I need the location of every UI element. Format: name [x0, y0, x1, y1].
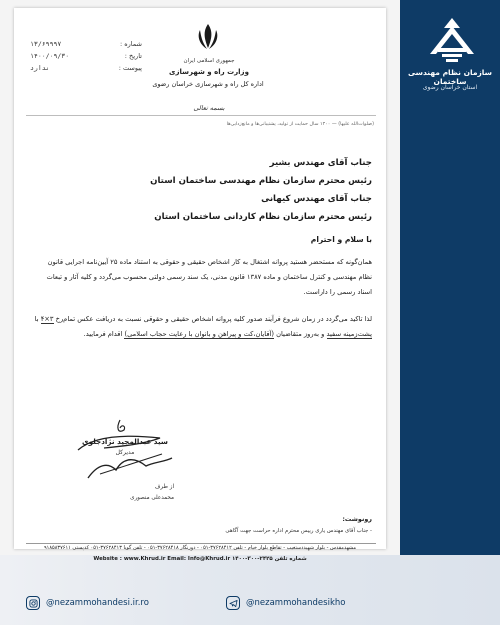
- paragraph-text: با: [34, 315, 41, 323]
- paragraph-text: لذا تاکید می‌گردد در زمان شروع فرآیند صدور کلیه پروانه اشخاص حقیقی و حقوقی نسبت به دریافت عکس تمام‌رخ: [53, 315, 372, 323]
- paragraph-text: اقدام فرمایید.: [83, 330, 125, 338]
- recipient-line: رئیس محترم سازمان نظام کاردانی ساختمان استان: [154, 212, 372, 222]
- paragraph-text: و به‌روز متقاضیان: [273, 330, 327, 338]
- greeting: با سلام و احترام: [310, 235, 372, 244]
- cc-recipient: - جناب آقای مهندس یاری رییس محترم اداره حراست جهت آگاهی: [225, 528, 372, 534]
- header-line-3: اداره کل راه و شهرسازی خراسان رضوی: [152, 80, 264, 88]
- underlined-text: (آقایان،کت و پیراهن و بانوان با رعایت حجاب اسلامی): [124, 330, 274, 338]
- meta-value: ۱۳/۶۹۹۹۷: [30, 40, 62, 48]
- organization-subtitle: استان خراسان رضوی: [422, 84, 478, 91]
- recipients: [34, 154, 372, 226]
- social-telegram[interactable]: [226, 594, 345, 612]
- underlined-text: پشت‌زمینه سفید: [326, 330, 372, 338]
- header-line-2: وزارت راه و شهرسازی: [169, 68, 249, 76]
- meta-date: [30, 50, 142, 62]
- recipient-line: جناب آقای مهندس کیهانی: [261, 194, 372, 204]
- year-slogan: (صلوات‌الله علیها) — ۱۴۰۰ سال حمایت از تولید، پشتیبانی‌ها و مانع‌زدایی‌ها: [226, 122, 374, 127]
- meta-value: ندارد: [30, 64, 50, 72]
- underlined-text: ۳×۴: [40, 315, 54, 323]
- cc-title: رونوشت:: [342, 515, 372, 523]
- meta-value: ۱۴۰۰/۰۹/۳۰: [30, 52, 70, 60]
- signatory-role: مدیرکل: [115, 449, 135, 456]
- recipient-line: رئیس محترم سازمان نظام مهندسی ساختمان استان: [150, 176, 372, 186]
- divider: [26, 115, 376, 116]
- on-behalf-label: از طرف: [154, 484, 174, 490]
- body-paragraph-1: همان‌گونه که مستحضر هستید پروانه اشتغال به کار اشخاص حقیقی و حقوقی به استناد ماده ۲۵ آیین‌نامه اجرایی قانون نظام مهندسی و کنترل ساختمان و ماده ۱۳۸۷ قانون مدنی، یک سند رسمی دولتی محسوب می‌گردد و کلیه آثار و تبعات اسناد رسمی را داراست.: [46, 258, 372, 296]
- instagram-handle[interactable]: @nezammohandesi.ir.ro: [46, 598, 149, 608]
- header-line-1: جمهوری اسلامی ایران: [183, 58, 235, 64]
- official-letter: [14, 8, 386, 549]
- on-behalf-name: محمدعلی منصوری: [130, 495, 174, 501]
- body-paragraph-2: [34, 312, 372, 342]
- basmala: بسمه تعالی: [193, 104, 225, 112]
- footer-divider: [26, 543, 376, 544]
- address-line: مشهد‌مقدس - بلوار شهید‌دستغیب - تقاطع بلوار خیام - تلفن ۳۷۶۲۸۴۱۲-۰۵۱ - دورنگار ۳۷۶۲۸۴۱۸-۰۵۱ - تلفن گویا ۳۷۶۲۸۴۱۳-۰۵۱ کدپستی ۹۱۸۵۸۳۷۶۱۱: [43, 545, 357, 551]
- meta-label: پیوست :: [118, 64, 142, 72]
- instagram-icon: [26, 596, 40, 610]
- footer-strip: [0, 555, 500, 625]
- social-instagram[interactable]: [26, 594, 149, 612]
- branding-sidebar: [400, 0, 500, 625]
- organization-logo-icon: [424, 14, 480, 66]
- meta-number: [30, 38, 142, 50]
- meta-label: شماره :: [120, 40, 142, 48]
- telegram-handle[interactable]: @nezammohandesikho: [246, 598, 346, 608]
- telegram-icon: [226, 596, 240, 610]
- organization-name: سازمان نظام مهندسی ساختمان: [408, 68, 492, 86]
- recipient-line: جناب آقای مهندس بشیر: [269, 158, 372, 168]
- web-contact-line: Website : www.Khrud.ir Email: Info@Khrud.ir ۱۴۰۰-۳۰۰-۲۴۲۵ شماره تلفن: [93, 556, 307, 562]
- iran-emblem-icon: [194, 22, 222, 52]
- signatory-name: سید عبدالمجید نژادجلوی: [82, 437, 168, 446]
- meta-label: تاریخ :: [124, 52, 142, 60]
